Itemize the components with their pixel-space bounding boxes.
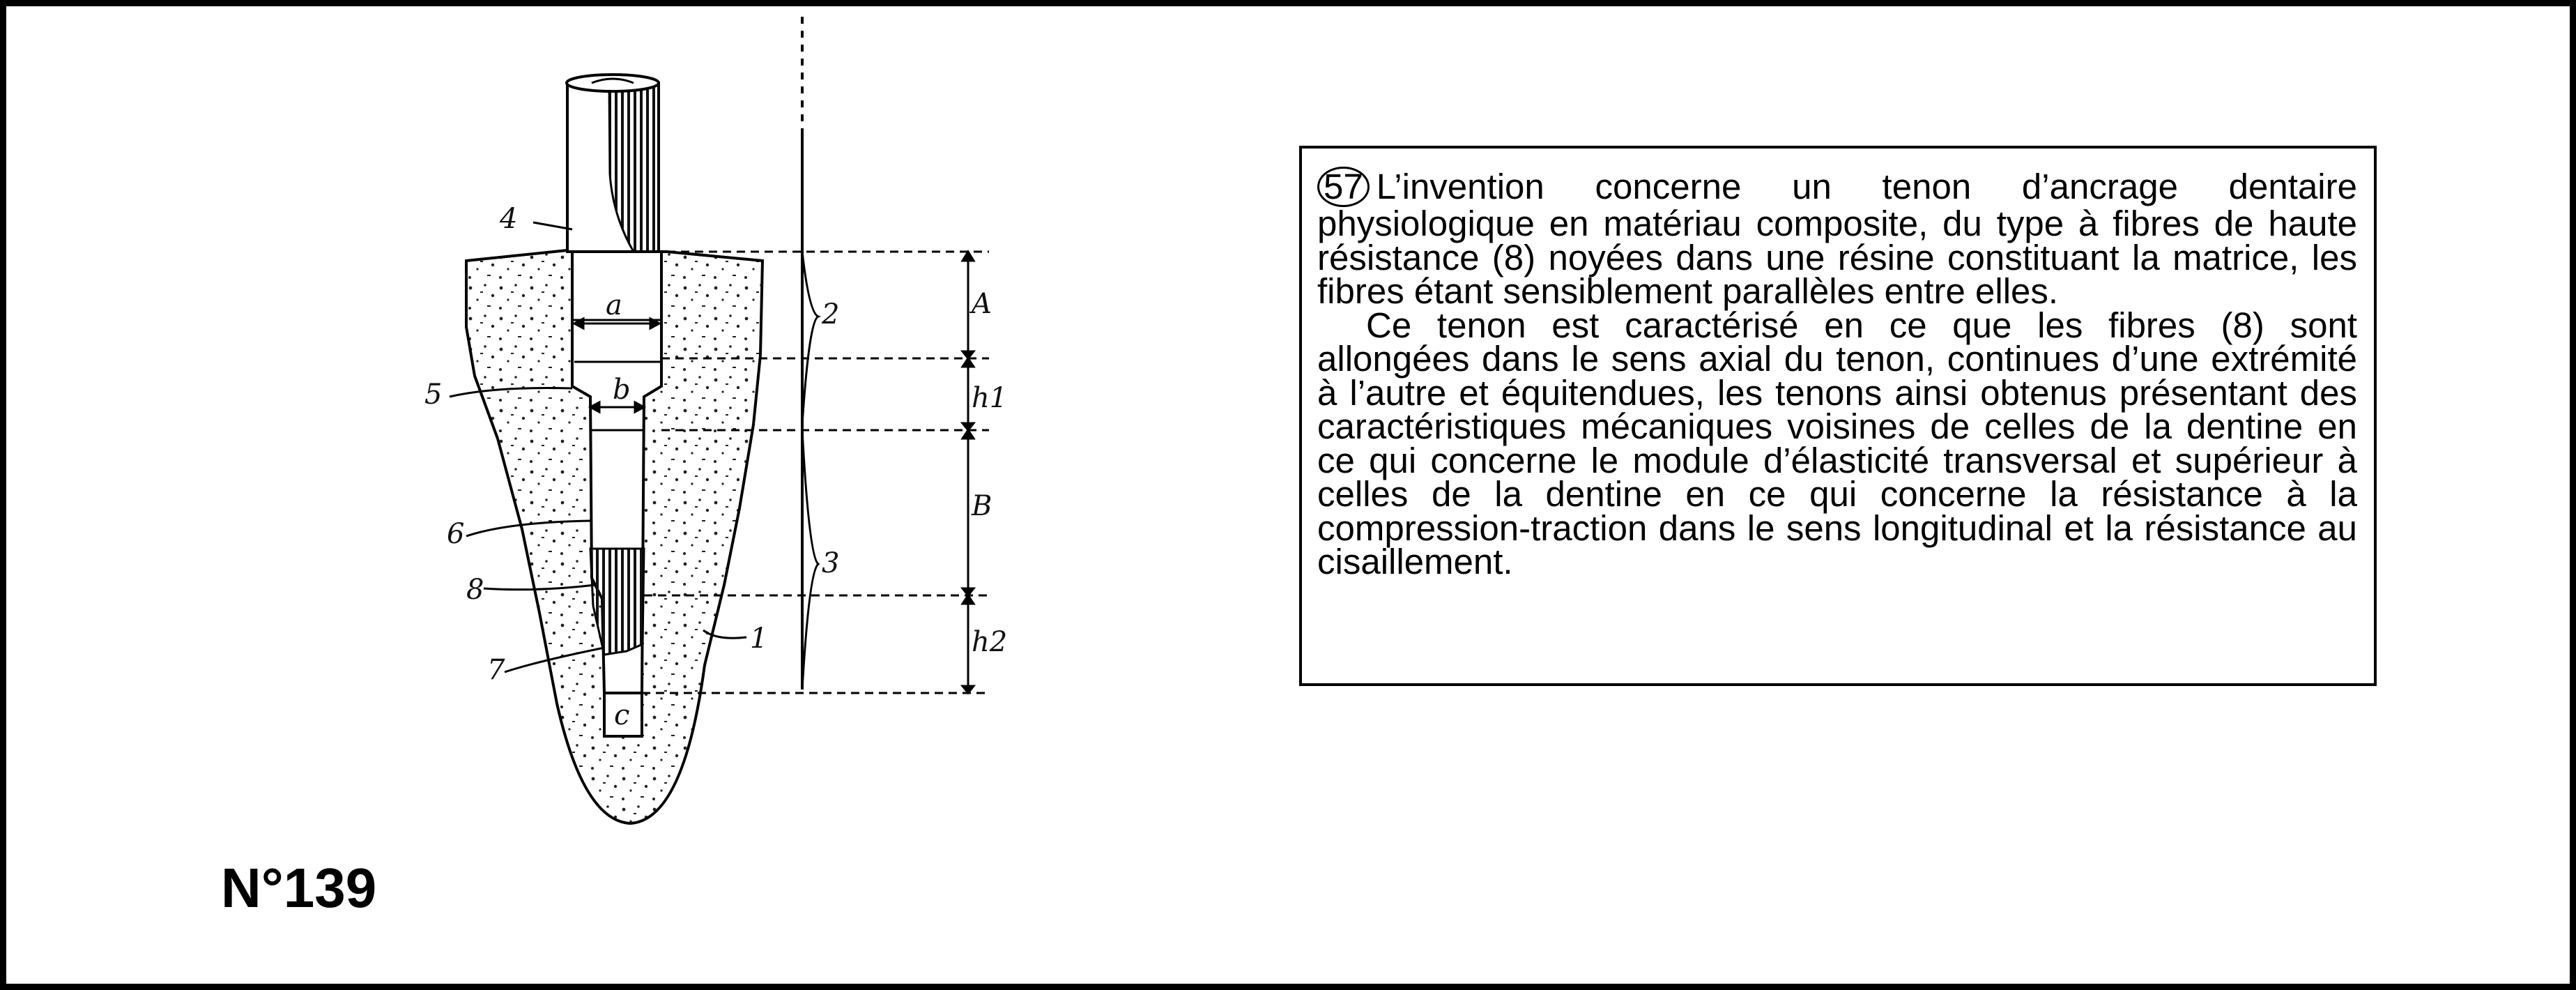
abstract-box bbox=[1299, 146, 2377, 686]
label-h1: h1 bbox=[972, 382, 1008, 414]
label-2: 2 bbox=[822, 298, 840, 330]
label-a: a bbox=[606, 289, 622, 321]
patent-drawing bbox=[397, 13, 1024, 850]
abstract-text-1: L’invention concerne un tenon d’ancrage dentaire physiologique en matériau composite, du type à fibres de haute résistance (8) noyées dans une résine constituant la matrice, les fibres étant sensiblement parallèles entre elles. bbox=[1317, 167, 2357, 311]
label-7: 7 bbox=[487, 654, 505, 686]
label-b: b bbox=[613, 374, 631, 406]
label-h2: h2 bbox=[972, 626, 1008, 658]
abstract-paragraph-1 bbox=[1317, 167, 2357, 309]
plate-number: N°139 bbox=[221, 857, 377, 919]
label-3: 3 bbox=[822, 547, 840, 579]
label-4: 4 bbox=[500, 203, 518, 235]
label-6: 6 bbox=[447, 518, 465, 550]
label-A: A bbox=[972, 288, 992, 320]
inid-code-57: 57 bbox=[1317, 167, 1370, 207]
label-1: 1 bbox=[750, 623, 768, 655]
post-tenon bbox=[567, 75, 659, 252]
abstract-paragraph-2: Ce tenon est caractérisé en ce que les fibres (8) sont allongées dans le sens axial du tenon, continues d’une extrémité à l’autre et équitendues, les tenons ainsi obtenus présentant des caractéristiques mécaniques voisines de celles de la dentine en ce qui concerne le module d’élasticité transversal et supérieur à celles de la dentine en ce qui concerne la résistance à la compression-traction dans le sens longitudinal et la résistance au cisaillement. bbox=[1317, 305, 2357, 581]
label-c: c bbox=[614, 699, 630, 731]
label-B: B bbox=[972, 490, 992, 522]
braces bbox=[802, 252, 818, 690]
label-5: 5 bbox=[424, 379, 443, 411]
label-8: 8 bbox=[466, 574, 484, 606]
